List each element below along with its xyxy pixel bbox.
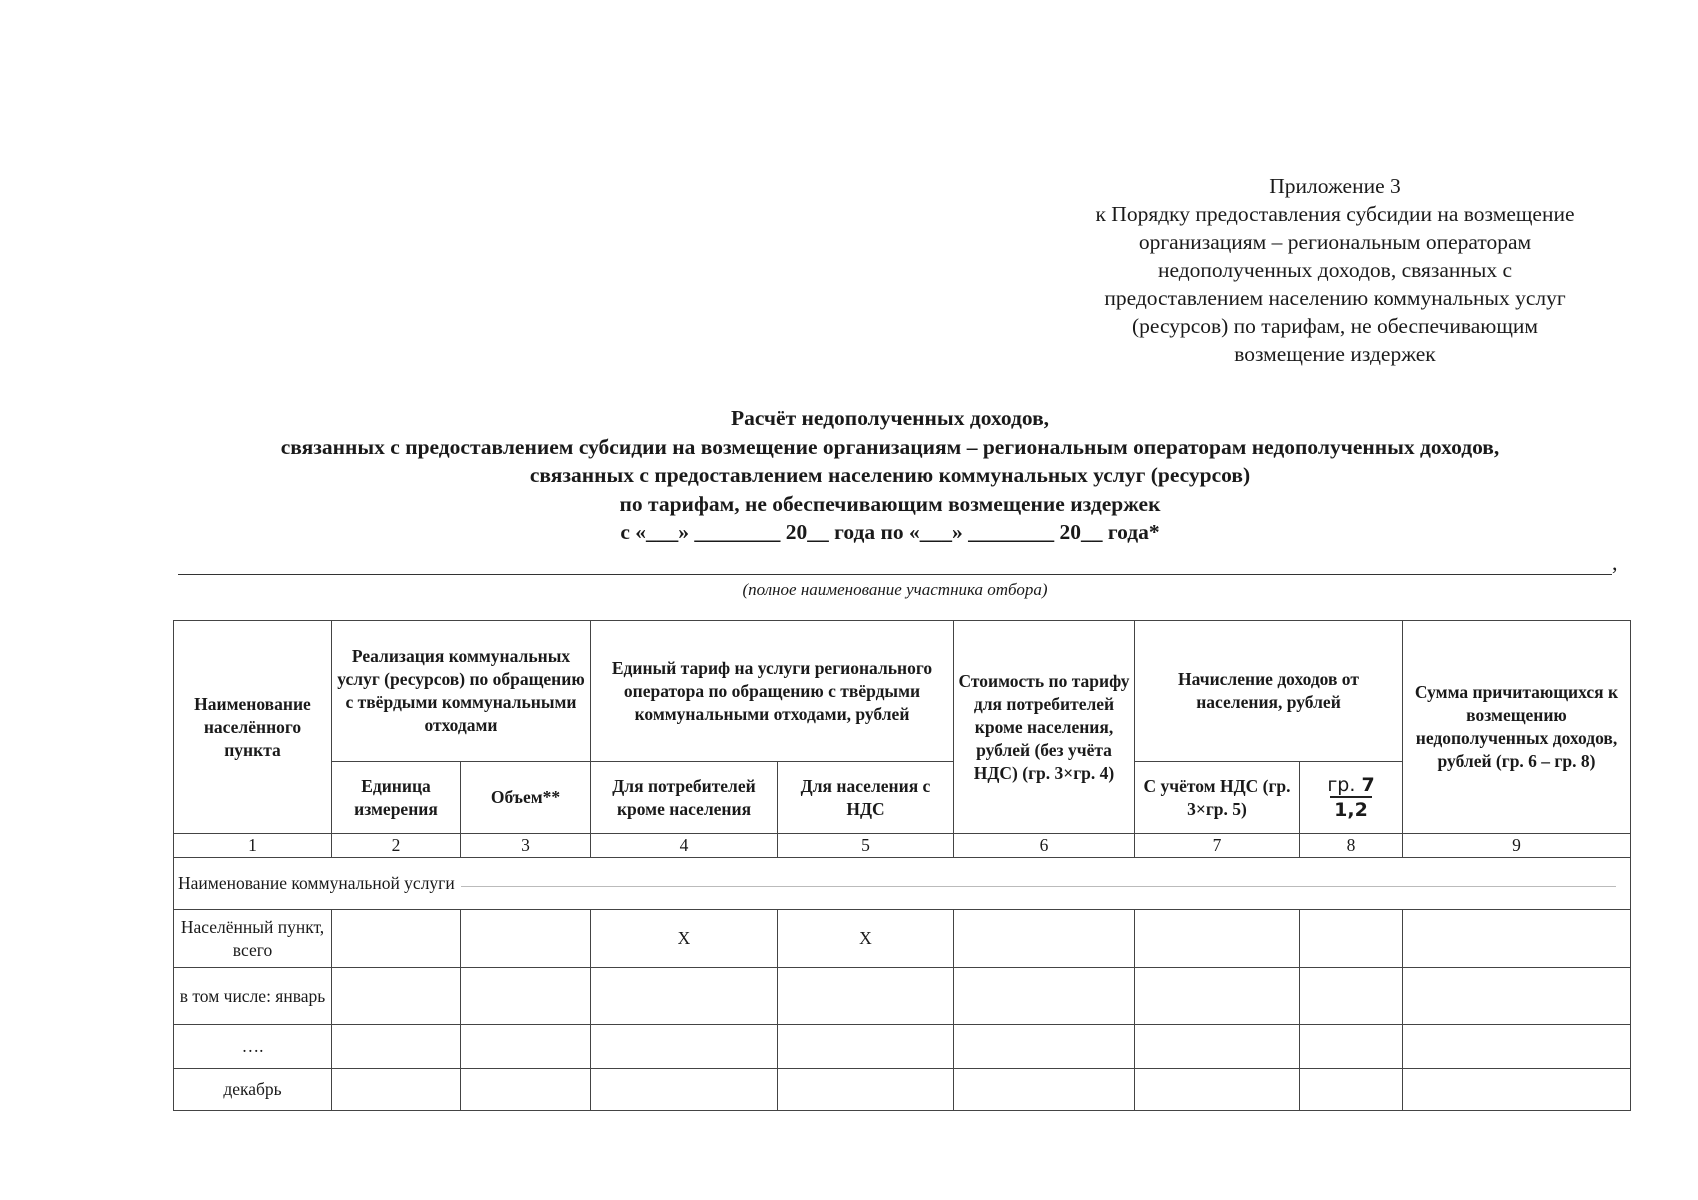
column-number: 3 bbox=[461, 834, 591, 858]
table-cell[interactable] bbox=[778, 1069, 954, 1111]
title-line: связанных с предоставлением населению коммунальных услуг (ресурсов) bbox=[529, 463, 1251, 487]
header-compensation-sum: Сумма причитающихся к возмещению недополученных доходов, рублей (гр. 6 – гр. 8) bbox=[1403, 621, 1631, 834]
fraction-formula bbox=[1323, 774, 1378, 821]
table-row bbox=[174, 1069, 1631, 1111]
column-number: 5 bbox=[778, 834, 954, 858]
table-cell[interactable] bbox=[778, 968, 954, 1025]
table-cell[interactable] bbox=[332, 968, 461, 1025]
table-cell[interactable] bbox=[1403, 1069, 1631, 1111]
title-line: связанных с предоставлением субсидии на возмещение организациям – региональным операторам недополученных доходов, bbox=[280, 434, 1500, 459]
table-cell[interactable] bbox=[1135, 1069, 1300, 1111]
header-settlement-name: Наименование населённого пункта bbox=[174, 621, 332, 834]
table-cell[interactable] bbox=[1135, 1025, 1300, 1069]
formula-numerator: 7 bbox=[1361, 774, 1375, 796]
participant-name-comma: , bbox=[1612, 550, 1618, 575]
header-services-sold: Реализация коммунальных услуг (ресурсов) по обращению с твёрдыми коммунальными отходами bbox=[332, 621, 591, 762]
appendix-line: возмещение издержек bbox=[1234, 342, 1436, 366]
table-cell[interactable] bbox=[1403, 910, 1631, 968]
appendix-line: (ресурсов) по тарифам, не обеспечивающим bbox=[1131, 314, 1539, 338]
appendix-line: Приложение 3 bbox=[1269, 174, 1401, 198]
table-row bbox=[174, 1025, 1631, 1069]
header-single-tariff: Единый тариф на услуги регионального оператора по обращению с твёрдыми коммунальными отходами, рублей bbox=[591, 621, 954, 762]
appendix-line: недополученных доходов, связанных с bbox=[1157, 258, 1513, 282]
row-label: в том числе: январь bbox=[174, 968, 332, 1025]
table-cell[interactable] bbox=[778, 1025, 954, 1069]
title-line: с «___» ________ 20__ года по «___» ________ 20__ года* bbox=[620, 520, 1160, 544]
table-cell[interactable] bbox=[1300, 1025, 1403, 1069]
table-cell[interactable] bbox=[1300, 968, 1403, 1025]
formula-prefix: гр. bbox=[1327, 774, 1356, 796]
table-cell: Х bbox=[591, 910, 778, 968]
calculation-table bbox=[173, 620, 1631, 1111]
table-cell[interactable] bbox=[461, 910, 591, 968]
table-cell[interactable] bbox=[1300, 1069, 1403, 1111]
column-number: 6 bbox=[954, 834, 1135, 858]
title-line: Расчёт недополученных доходов, bbox=[730, 406, 1050, 430]
table-row bbox=[174, 910, 1631, 968]
table-row bbox=[174, 968, 1631, 1025]
document-title bbox=[150, 404, 1630, 547]
header-income-formula bbox=[1300, 762, 1403, 834]
table-cell[interactable] bbox=[954, 1069, 1135, 1111]
table-cell[interactable] bbox=[591, 1025, 778, 1069]
header-cost-non-population: Стоимость по тарифу для потребителей кроме населения, рублей (без учёта НДС) (гр. 3×гр. 4) bbox=[954, 621, 1135, 834]
column-number: 4 bbox=[591, 834, 778, 858]
column-number: 2 bbox=[332, 834, 461, 858]
header-volume: Объем** bbox=[461, 762, 591, 834]
table-cell[interactable] bbox=[591, 1069, 778, 1111]
title-line: по тарифам, не обеспечивающим возмещение издержек bbox=[619, 491, 1161, 516]
service-name-field[interactable] bbox=[461, 886, 1616, 887]
formula-denominator: 1,2 bbox=[1330, 796, 1372, 821]
table-cell[interactable] bbox=[1300, 910, 1403, 968]
column-number: 8 bbox=[1300, 834, 1403, 858]
service-name-row bbox=[174, 858, 1631, 910]
participant-name-line[interactable] bbox=[178, 574, 1612, 575]
table-cell[interactable] bbox=[1135, 968, 1300, 1025]
table-cell[interactable] bbox=[461, 1069, 591, 1111]
table-cell[interactable] bbox=[332, 1069, 461, 1111]
appendix-header bbox=[1060, 172, 1610, 368]
service-name-label: Наименование коммунальной услуги bbox=[178, 873, 455, 893]
row-label: Населённый пункт, всего bbox=[174, 910, 332, 968]
column-number: 1 bbox=[174, 834, 332, 858]
table-cell[interactable] bbox=[461, 1025, 591, 1069]
participant-name-caption: (полное наименование участника отбора) bbox=[742, 580, 1048, 599]
header-unit: Единица измерения bbox=[332, 762, 461, 834]
table-cell[interactable] bbox=[332, 1025, 461, 1069]
appendix-line: к Порядку предоставления субсидии на возмещение bbox=[1095, 202, 1575, 226]
table-cell[interactable] bbox=[1403, 1025, 1631, 1069]
table-cell[interactable] bbox=[332, 910, 461, 968]
table-cell[interactable] bbox=[1135, 910, 1300, 968]
table-cell[interactable] bbox=[954, 1025, 1135, 1069]
table-cell[interactable] bbox=[1403, 968, 1631, 1025]
table-cell[interactable] bbox=[591, 968, 778, 1025]
column-number: 7 bbox=[1135, 834, 1300, 858]
row-label: …. bbox=[174, 1025, 332, 1069]
table-cell[interactable] bbox=[954, 968, 1135, 1025]
table-cell: Х bbox=[778, 910, 954, 968]
header-income-with-vat: С учётом НДС (гр. 3×гр. 5) bbox=[1135, 762, 1300, 834]
column-number: 9 bbox=[1403, 834, 1631, 858]
header-tariff-non-population: Для потребителей кроме населения bbox=[591, 762, 778, 834]
appendix-line: предоставлением населению коммунальных услуг bbox=[1104, 286, 1566, 310]
header-tariff-population: Для населения с НДС bbox=[778, 762, 954, 834]
header-population-income: Начисление доходов от населения, рублей bbox=[1135, 621, 1403, 762]
table-cell[interactable] bbox=[461, 968, 591, 1025]
appendix-line: организациям – региональным операторам bbox=[1138, 230, 1532, 254]
row-label: декабрь bbox=[174, 1069, 332, 1111]
table-cell[interactable] bbox=[954, 910, 1135, 968]
